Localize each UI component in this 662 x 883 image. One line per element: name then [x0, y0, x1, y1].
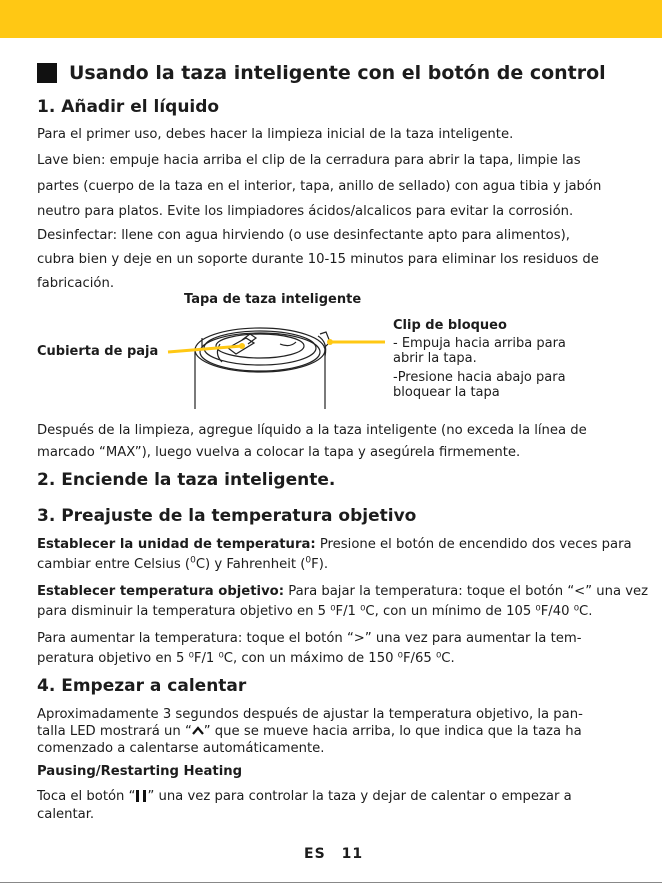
lock-clip-text-4: bloquear la tapa — [393, 385, 500, 400]
lid-label: Tapa de taza inteligente — [184, 292, 362, 307]
page-footer — [304, 846, 379, 862]
square-bullet-icon — [37, 63, 57, 83]
s3-unit-line-2b: C) y Fahrenheit ( — [195, 557, 306, 572]
s3-target-line-2: para disminuir la temperatura objetivo en 5 ⁰F/1 ⁰C, con un mínimo de 105 ⁰F/40 ⁰C. — [37, 604, 593, 619]
s3-unit-line-2 — [37, 553, 328, 576]
s3-unit-rest: Presione el botón de encendido dos veces para — [315, 537, 632, 552]
section-4-heading: 4. Empezar a calentar — [37, 676, 247, 696]
s3-raise-line-2: peratura objetivo en 5 ⁰F/1 ⁰C, con un máximo de 150 ⁰F/65 ⁰C. — [37, 651, 455, 666]
s1-line-3: partes (cuerpo de la taza en el interior, tapa, anillo de sellado) con agua tibia y jabón — [37, 179, 602, 194]
page-title — [37, 62, 606, 84]
lock-clip-label: Clip de bloqueo — [393, 318, 507, 333]
s1-line-6: cubra bien y deje en un soporte durante 10-15 minutos para eliminar los residuos de — [37, 252, 599, 267]
s3-target-rest: Para bajar la temperatura: toque el botón “<” una vez — [284, 584, 649, 599]
s3-unit-degree-2: 0 — [305, 555, 312, 566]
s3-unit-line-2c: F). — [311, 557, 329, 572]
lock-clip-text-1: - Empuja hacia arriba para — [393, 336, 566, 351]
s1-after-line-2: marcado “MAX”), luego vuelva a colocar la tapa y asegúrela firmemente. — [37, 445, 521, 460]
s4-line-1: Aproximadamente 3 segundos después de ajustar la temperatura objetivo, la pan- — [37, 707, 583, 722]
s3-unit-bold: Establecer la unidad de temperatura: — [37, 537, 316, 552]
s3-target-bold: Establecer temperatura objetivo: — [37, 584, 285, 599]
lock-clip-text-2: abrir la tapa. — [393, 351, 477, 366]
s1-line-2: Lave bien: empuje hacia arriba el clip de la cerradura para abrir la tapa, limpie las — [37, 153, 581, 168]
footer-page-number: 11 — [341, 846, 364, 862]
top-accent-bar — [0, 0, 662, 38]
s4-line-2a: talla LED mostrará un “ — [37, 724, 192, 739]
chevron-up-icon — [192, 726, 204, 736]
pause-line-2: calentar. — [37, 807, 95, 822]
s1-line-1: Para el primer uso, debes hacer la limpieza inicial de la taza inteligente. — [37, 127, 514, 142]
pause-line-1b: ” una vez para controlar la taza y dejar de calentar o empezar a — [147, 789, 572, 804]
footer-language: ES — [304, 846, 326, 862]
section-3-heading: 3. Preajuste de la temperatura objetivo — [37, 506, 417, 526]
s1-line-4: neutro para platos. Evite los limpiadores ácidos/alcalicos para evitar la corrosión. — [37, 204, 574, 219]
lock-clip-text-3: -Presione hacia abajo para — [393, 370, 566, 385]
smart-cup-lid-diagram — [150, 308, 390, 413]
pause-line-1a: Toca el botón “ — [37, 789, 136, 804]
pause-icon — [135, 789, 147, 803]
section-1-heading: 1. Añadir el líquido — [37, 97, 220, 117]
pause-heading: Pausing/Restarting Heating — [37, 764, 243, 779]
section-2-heading: 2. Enciende la taza inteligente. — [37, 470, 336, 490]
s1-line-7: fabricación. — [37, 276, 115, 291]
page-title-text: Usando la taza inteligente con el botón de control — [69, 62, 606, 84]
s4-line-3: comenzado a calentarse automáticamente. — [37, 741, 325, 756]
pause-line-1 — [37, 785, 572, 808]
s1-after-line-1: Después de la limpieza, agregue líquido a la taza inteligente (no exceda la línea de — [37, 423, 587, 438]
straw-cover-label: Cubierta de paja — [37, 344, 159, 359]
s4-line-2b: ” que se mueve hacia arriba, lo que indica que la taza ha — [203, 724, 582, 739]
s3-raise-line-1: Para aumentar la temperatura: toque el botón “>” una vez para aumentar la tem- — [37, 631, 582, 646]
s3-unit-degree-1: 0 — [190, 555, 196, 566]
s3-unit-line-2a: cambiar entre Celsius ( — [37, 557, 191, 572]
s1-line-5: Desinfectar: llene con agua hirviendo (o use desinfectante apto para alimentos), — [37, 228, 570, 243]
